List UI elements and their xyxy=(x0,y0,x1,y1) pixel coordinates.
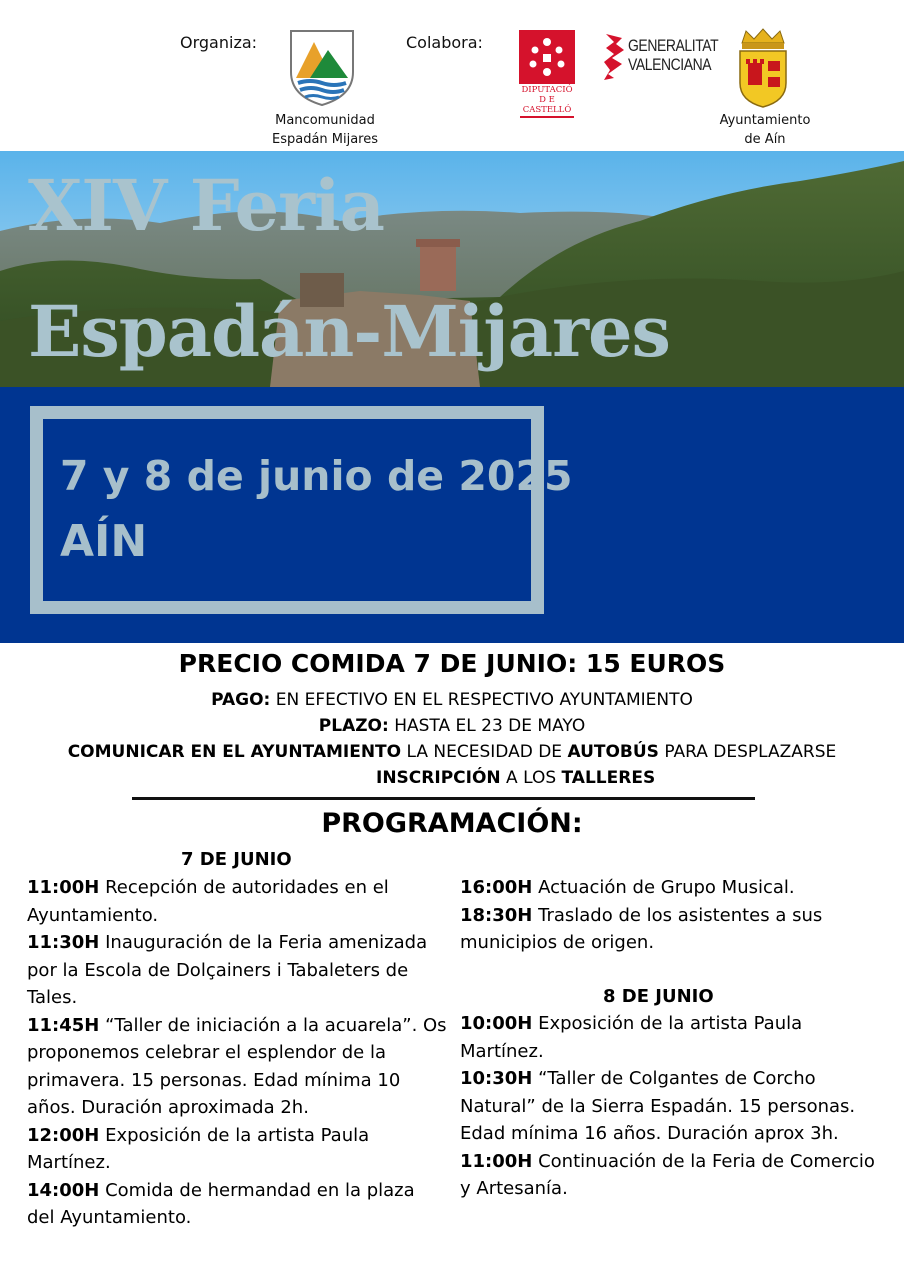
ayuntamiento-caption: Ayuntamiento de Aín xyxy=(719,113,811,147)
divider xyxy=(132,797,755,800)
day1-title: 7 DE JUNIO xyxy=(181,849,292,870)
hero-title-line2: Espadán-Mijares xyxy=(28,290,670,373)
schedule-item: 12:00H Exposición de la artista Paula Martínez. xyxy=(27,1124,370,1173)
day1-schedule-left xyxy=(27,874,447,1232)
workshop-registration-info: INSCRIPCIÓN A LOS TALLERES xyxy=(376,768,656,788)
organiza-label: Organiza: xyxy=(180,33,258,52)
deadline-info: PLAZO: HASTA EL 23 DE MAYO xyxy=(318,716,586,736)
diputacio-underline xyxy=(520,116,574,118)
schedule-item: 11:00H Recepción de autoridades en el Ayuntamiento. xyxy=(27,877,389,926)
day1-schedule-right xyxy=(460,874,880,957)
date-frame xyxy=(30,406,544,614)
bus-info: COMUNICAR EN EL AYUNTAMIENTO LA NECESIDAD DE AUTOBÚS PARA DESPLAZARSE xyxy=(67,742,837,762)
generalitat-logo xyxy=(602,30,626,86)
event-dates: 7 y 8 de junio de 2025 xyxy=(60,452,573,500)
schedule-item: 14:00H Comida de hermandad en la plaza del Ayuntamiento. xyxy=(27,1179,415,1228)
meal-price: PRECIO COMIDA 7 DE JUNIO: 15 EUROS xyxy=(178,649,726,678)
programacion-title: PROGRAMACIÓN: xyxy=(321,808,583,839)
schedule-item: 18:30H Traslado de los asistentes a sus municipios de origen. xyxy=(460,904,823,953)
colabora-label: Colabora: xyxy=(406,33,483,52)
ayuntamiento-coat-of-arms xyxy=(736,27,790,113)
schedule-item: 11:45H “Taller de iniciación a la acuarela”. Os proponemos celebrar el esplendor de la primavera. 15 personas. Edad mínima 10 años. Duración aproximada 2h. xyxy=(27,1014,447,1118)
day2-title: 8 DE JUNIO xyxy=(603,986,714,1007)
day2-schedule xyxy=(460,1010,880,1203)
hero-title-line1: XIV Feria xyxy=(28,164,384,247)
payment-info: PAGO: EN EFECTIVO EN EL RESPECTIVO AYUNTAMIENTO xyxy=(211,690,693,710)
event-location: AÍN xyxy=(60,516,148,567)
diputacio-logo xyxy=(519,30,575,88)
generalitat-text: GENERALITAT VALENCIANA xyxy=(628,36,719,74)
schedule-item: 11:30H Inauguración de la Feria amenizada por la Escola de Dolçainers i Tabaleters de Tales. xyxy=(27,932,428,1008)
mancomunidad-caption: Mancomunidad Espadán Mijares xyxy=(271,113,379,147)
schedule-item: 10:30H “Taller de Colgantes de Corcho Natural” de la Sierra Espadán. 15 personas. Edad mínima 16 años. Duración aprox 3h. xyxy=(460,1068,856,1144)
mancomunidad-logo xyxy=(288,28,356,112)
schedule-item: 11:00H Continuación de la Feria de Comercio y Artesanía. xyxy=(460,1150,875,1199)
diputacio-caption: DIPUTACIÓ D E CASTELLÓ xyxy=(521,85,573,115)
schedule-item: 16:00H Actuación de Grupo Musical. xyxy=(460,877,795,898)
schedule-item: 10:00H Exposición de la artista Paula Martínez. xyxy=(460,1013,803,1062)
